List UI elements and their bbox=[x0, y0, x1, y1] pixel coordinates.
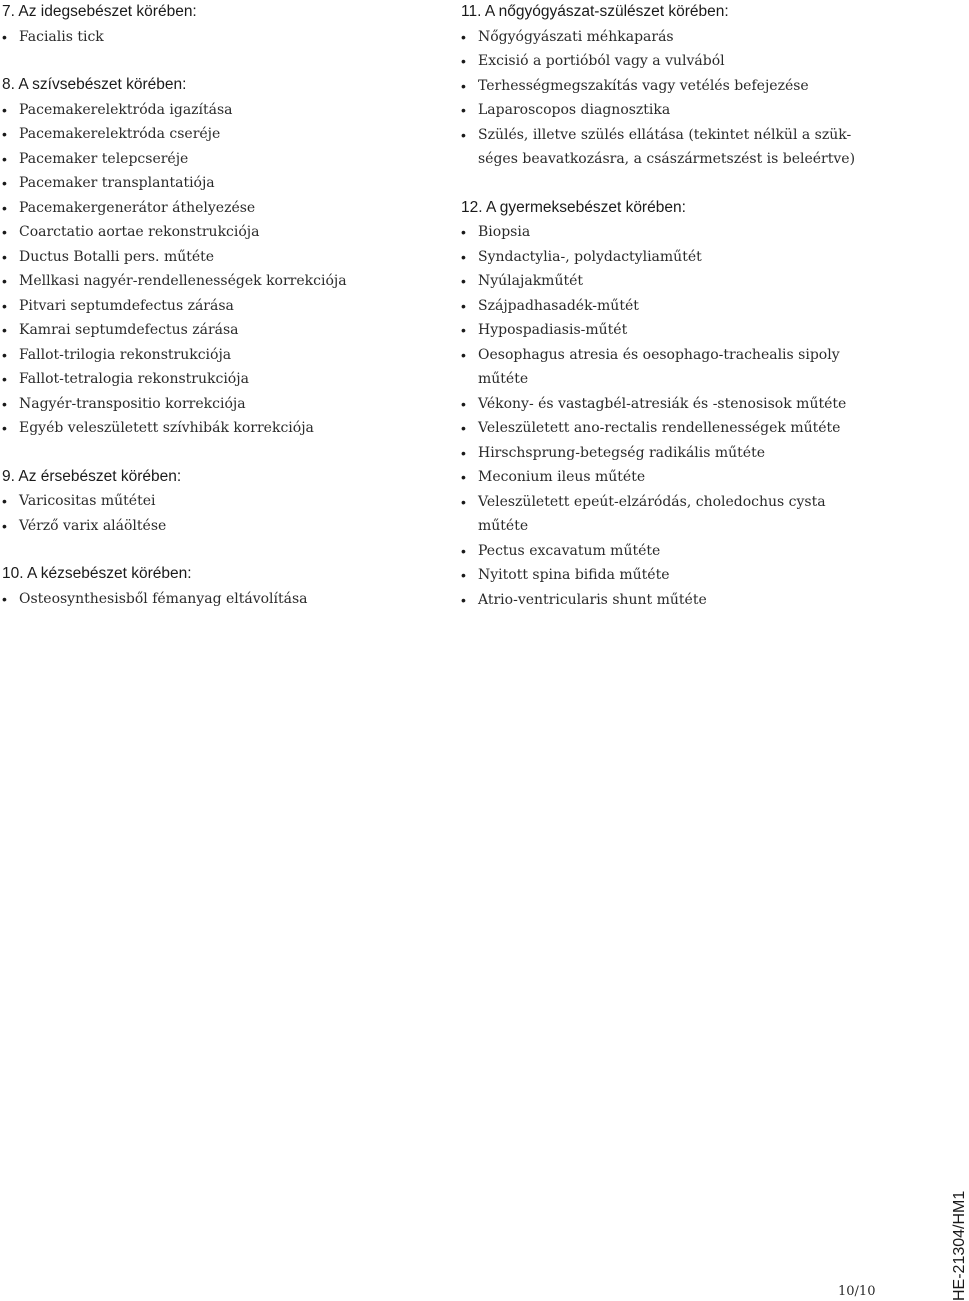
section-title: 8. A szívsebészet körében: bbox=[2, 76, 187, 93]
list-item: • Pacemakerelektróda igazítása bbox=[2, 98, 442, 123]
section bbox=[2, 465, 442, 539]
list-item: • Hirschsprung-betegség radikális műtéte bbox=[461, 441, 901, 466]
section bbox=[2, 562, 442, 611]
list-item: • Syndactylia-, polydactyliaműtét bbox=[461, 245, 901, 270]
procedure-list bbox=[2, 25, 442, 50]
section bbox=[2, 73, 442, 441]
section-title: 11. A nőgyógyászat-szülészet körében: bbox=[461, 3, 729, 20]
section bbox=[461, 196, 901, 613]
list-item: • Nyúlajakműtét bbox=[461, 269, 901, 294]
list-item: • Pectus excavatum műtéte bbox=[461, 539, 901, 564]
list-item: • Fallot-tetralogia rekonstrukciója bbox=[2, 367, 442, 392]
procedure-list bbox=[461, 25, 901, 172]
list-item: • Facialis tick bbox=[2, 25, 442, 50]
list-item: • Egyéb veleszületett szívhibák korrekciója bbox=[2, 416, 442, 441]
list-item: • Biopsia bbox=[461, 220, 901, 245]
list-item: • Pacemaker telepcseréje bbox=[2, 147, 442, 172]
list-item: • Kamrai septumdefectus zárása bbox=[2, 318, 442, 343]
list-item: • Vérző varix aláöltése bbox=[2, 514, 442, 539]
list-item: • Nőgyógyászati méhkaparás bbox=[461, 25, 901, 50]
section-title: 12. A gyermeksebészet körében: bbox=[461, 198, 686, 216]
list-item: • Terhességmegszakítás vagy vetélés befejezése bbox=[461, 74, 901, 99]
list-item: • Mellkasi nagyér-rendellenességek korrekciója bbox=[2, 269, 442, 294]
section-title: 10. A kézsebészet körében: bbox=[2, 565, 192, 582]
section-title: 9. Az érsebészet körében: bbox=[2, 467, 182, 485]
list-item: • Pacemakergenerátor áthelyezése bbox=[2, 196, 442, 221]
list-item: • Ductus Botalli pers. műtéte bbox=[2, 245, 442, 270]
list-item: • Nyitott spina bifida műtéte bbox=[461, 563, 901, 588]
list-item: • Szülés, illetve szülés ellátása (tekintet nélkül a szük-séges beavatkozásra, a császármetszést is beleértve) bbox=[461, 123, 868, 172]
section bbox=[461, 0, 901, 172]
list-item: • Coarctatio aortae rekonstrukciója bbox=[2, 220, 442, 245]
list-item: • Atrio-ventricularis shunt műtéte bbox=[461, 588, 901, 613]
list-item: • Vékony- és vastagbél-atresiák és -stenosisok műtéte bbox=[461, 392, 901, 417]
list-item: • Laparoscopos diagnosztika bbox=[461, 98, 901, 123]
list-item: • Hypospadiasis-műtét bbox=[461, 318, 901, 343]
list-item: • Szájpadhasadék-műtét bbox=[461, 294, 901, 319]
list-item: • Varicositas műtétei bbox=[2, 489, 442, 514]
page-number: 10/10 bbox=[838, 1284, 876, 1299]
procedure-list bbox=[461, 220, 901, 612]
list-item: • Meconium ileus műtéte bbox=[461, 465, 901, 490]
list-item: • Pitvari septumdefectus zárása bbox=[2, 294, 442, 319]
left-column bbox=[2, 0, 442, 635]
section bbox=[2, 0, 442, 49]
list-item: • Fallot-trilogia rekonstrukciója bbox=[2, 343, 442, 368]
section-title: 7. Az idegsebészet körében: bbox=[2, 3, 197, 20]
list-item: • Excisió a portióból vagy a vulvából bbox=[461, 49, 901, 74]
list-item: • Osteosynthesisből fémanyag eltávolítása bbox=[2, 587, 442, 612]
procedure-list bbox=[2, 587, 442, 612]
list-item: • Pacemaker transplantatiója bbox=[2, 171, 442, 196]
document-code: HE-21304/HM1 bbox=[951, 1190, 968, 1301]
list-item: • Veleszületett ano-rectalis rendellenességek műtéte bbox=[461, 416, 901, 441]
procedure-list bbox=[2, 489, 442, 538]
right-column bbox=[461, 0, 901, 636]
list-item: • Veleszületett epeút-elzáródás, choledochus cysta műtéte bbox=[461, 490, 868, 539]
list-item: • Oesophagus atresia és oesophago-trachealis sipoly műtéte bbox=[461, 343, 868, 392]
procedure-list bbox=[2, 98, 442, 441]
list-item: • Nagyér-transpositio korrekciója bbox=[2, 392, 442, 417]
list-item: • Pacemakerelektróda cseréje bbox=[2, 122, 442, 147]
